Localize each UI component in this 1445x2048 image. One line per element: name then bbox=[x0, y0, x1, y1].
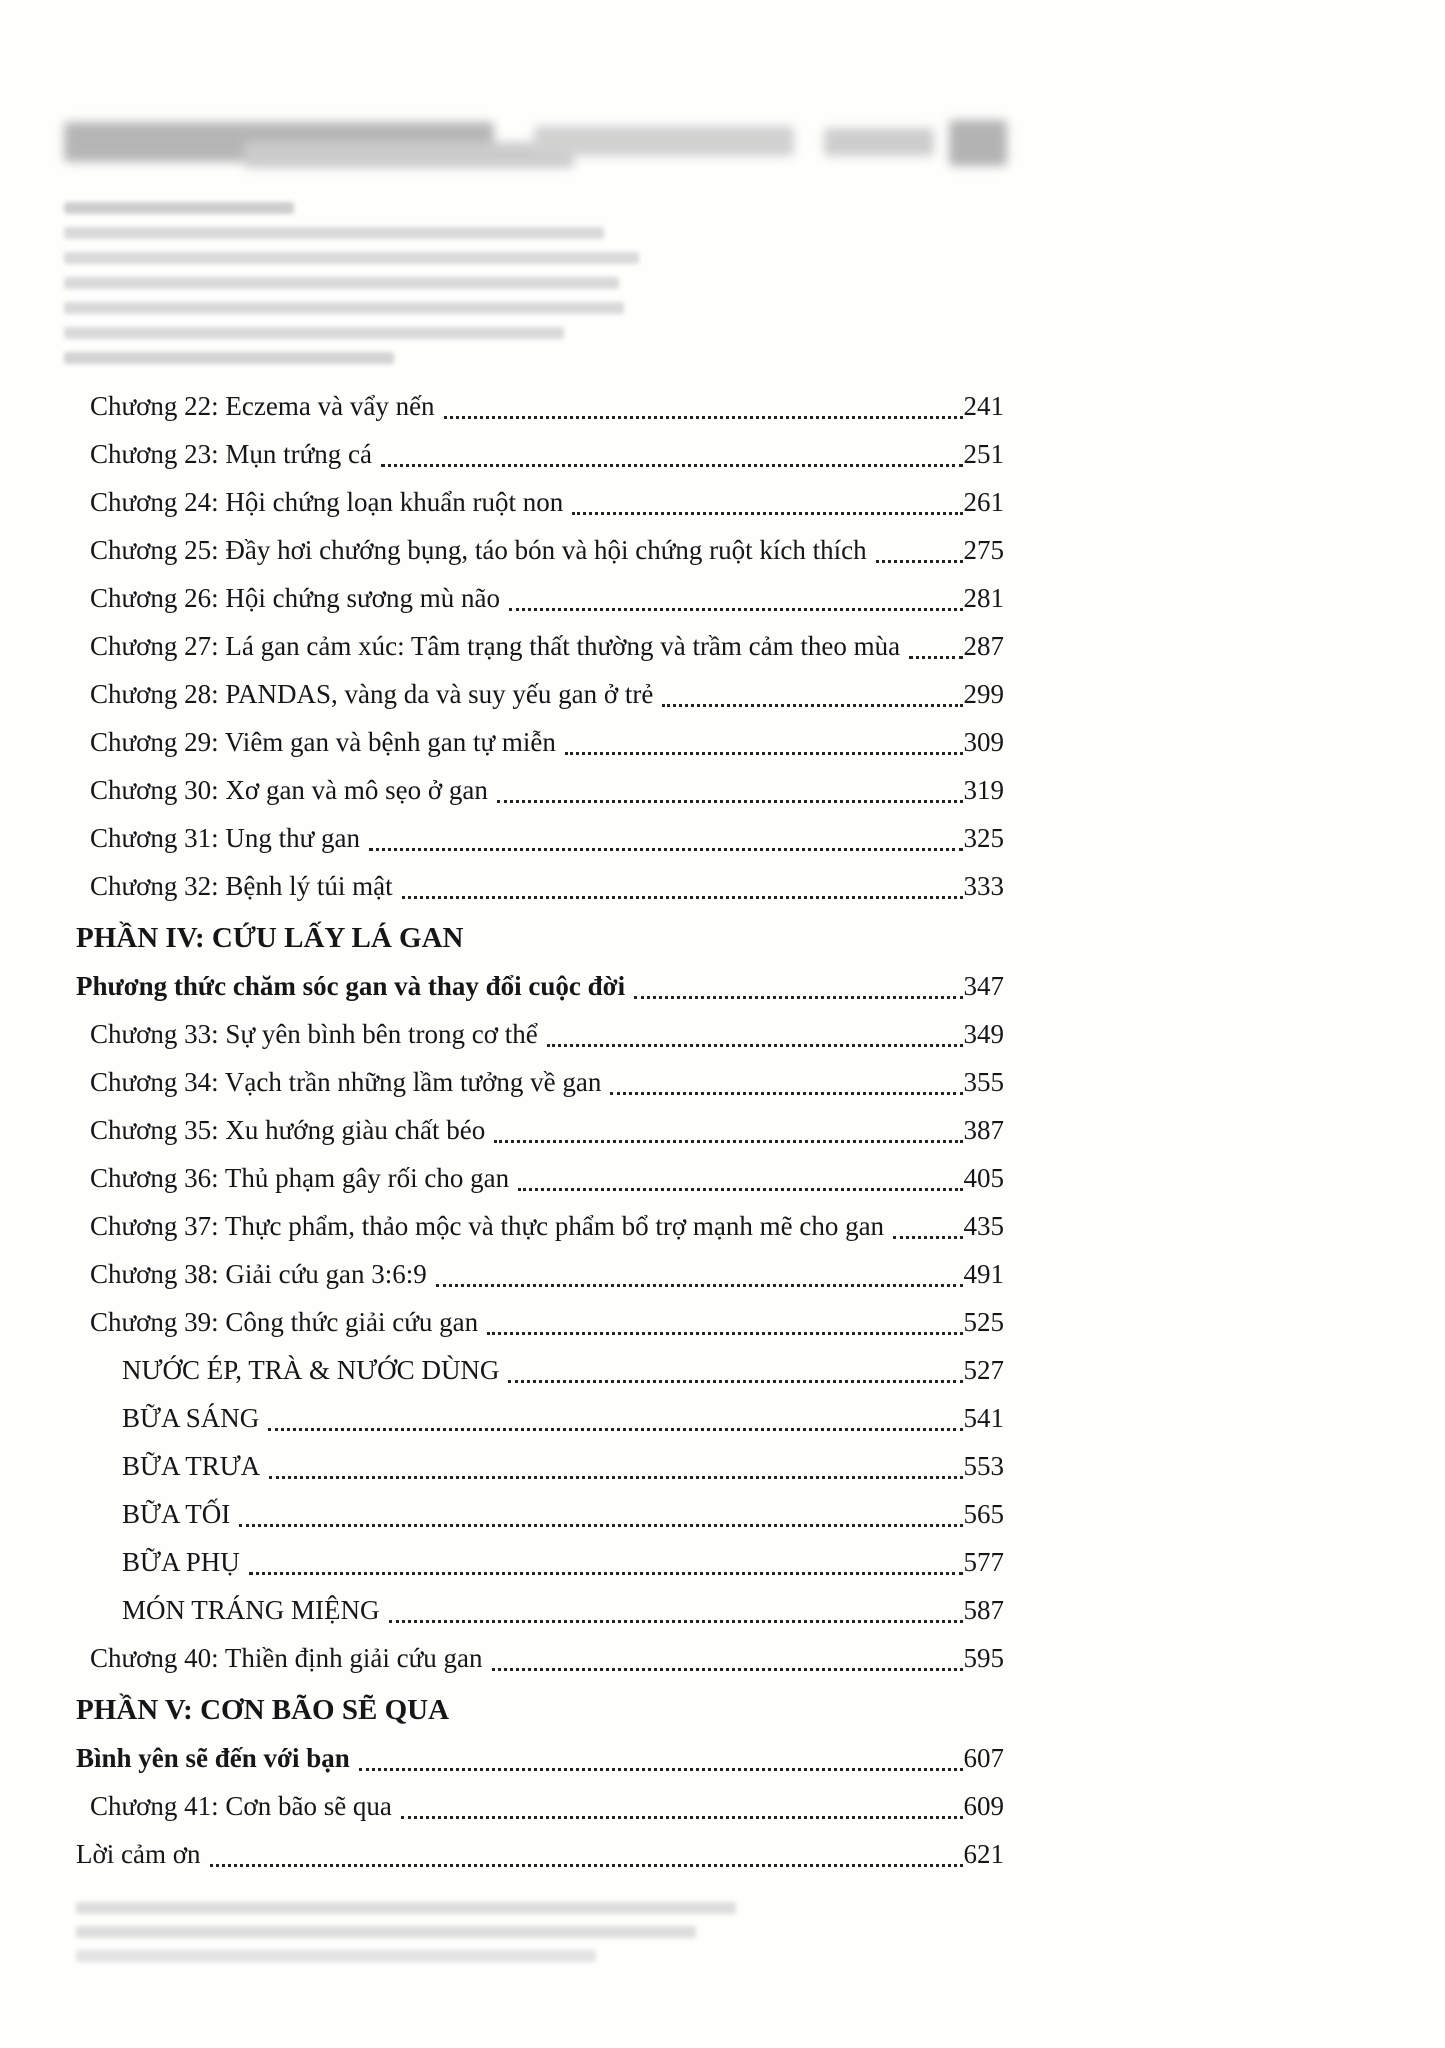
toc-entry-page-number: 525 bbox=[963, 1307, 1004, 1337]
bleedthrough-line bbox=[64, 352, 394, 364]
toc-entry bbox=[76, 1298, 1004, 1346]
toc-entry-label: Chương 29: Viêm gan và bệnh gan tự miễn bbox=[90, 727, 556, 757]
toc-entry-label: Chương 38: Giải cứu gan 3:6:9 bbox=[90, 1259, 427, 1289]
toc-entry bbox=[76, 1106, 1004, 1154]
toc-entry bbox=[76, 622, 1004, 670]
dot-leader bbox=[497, 800, 963, 803]
dot-leader bbox=[389, 1620, 963, 1623]
dot-leader bbox=[269, 1476, 962, 1479]
toc-entry-page-number: 275 bbox=[963, 535, 1004, 565]
bleedthrough-paragraph-bottom bbox=[76, 1902, 796, 1974]
toc-entry-label: Chương 41: Cơn bão sẽ qua bbox=[90, 1791, 392, 1821]
toc-entry-page-number: 527 bbox=[963, 1355, 1004, 1385]
toc-entry-page-number: 405 bbox=[963, 1163, 1004, 1193]
dot-leader bbox=[509, 608, 963, 611]
dot-leader bbox=[444, 416, 963, 419]
toc-entry-page-number: 261 bbox=[963, 487, 1004, 517]
toc-entry bbox=[76, 574, 1004, 622]
toc-entry-page-number: 609 bbox=[963, 1791, 1004, 1821]
dot-leader bbox=[210, 1864, 963, 1867]
toc-entry bbox=[76, 430, 1004, 478]
dot-leader bbox=[572, 512, 962, 515]
bleedthrough-blob bbox=[949, 120, 1007, 166]
toc-entry-label: Chương 25: Đầy hơi chướng bụng, táo bón và hội chứng ruột kích thích bbox=[90, 535, 867, 565]
dot-leader bbox=[565, 752, 963, 755]
toc-entry-label: BỮA PHỤ bbox=[122, 1547, 240, 1577]
toc-entry-page-number: 621 bbox=[963, 1839, 1004, 1869]
dot-leader bbox=[239, 1524, 962, 1527]
bleedthrough-line bbox=[64, 302, 624, 314]
toc-entry-page-number: 491 bbox=[963, 1259, 1004, 1289]
toc-entry-page-number: 319 bbox=[963, 775, 1004, 805]
bleedthrough-paragraph-top bbox=[64, 202, 684, 377]
toc-entry-label: Chương 33: Sự yên bình bên trong cơ thể bbox=[90, 1019, 538, 1049]
toc-entry-label: BỮA TRƯA bbox=[122, 1451, 261, 1481]
toc-entry-label: Lời cảm ơn bbox=[76, 1839, 201, 1869]
toc-entry bbox=[76, 526, 1004, 574]
toc-entry-page-number: 299 bbox=[963, 679, 1004, 709]
toc-entry-label: BỮA SÁNG bbox=[122, 1403, 260, 1433]
toc-entry bbox=[76, 962, 1004, 1010]
dot-leader bbox=[893, 1236, 962, 1239]
toc-entry-page-number: 251 bbox=[963, 439, 1004, 469]
toc-entry-label: Chương 30: Xơ gan và mô sẹo ở gan bbox=[90, 775, 488, 805]
dot-leader bbox=[909, 656, 962, 659]
toc-entry bbox=[76, 1782, 1004, 1830]
bleedthrough-line bbox=[64, 252, 639, 264]
toc-entry bbox=[76, 1538, 1004, 1586]
toc-entry-label: Chương 40: Thiền định giải cứu gan bbox=[90, 1643, 483, 1673]
toc-entry-label: NƯỚC ÉP, TRÀ & NƯỚC DÙNG bbox=[122, 1355, 500, 1385]
toc-entry-page-number: 241 bbox=[963, 391, 1004, 421]
toc-entry-page-number: 281 bbox=[963, 583, 1004, 613]
toc-entry bbox=[76, 1250, 1004, 1298]
bleedthrough-line bbox=[76, 1950, 596, 1962]
bleedthrough-line bbox=[76, 1902, 736, 1914]
bleedthrough-blob bbox=[824, 128, 934, 156]
toc-entry-page-number: 333 bbox=[963, 871, 1004, 901]
toc-entry-page-number: 349 bbox=[963, 1019, 1004, 1049]
dot-leader bbox=[508, 1380, 962, 1383]
toc-entry-label: Chương 37: Thực phẩm, thảo mộc và thực phẩm bổ trợ mạnh mẽ cho gan bbox=[90, 1211, 885, 1241]
toc-entry bbox=[76, 1346, 1004, 1394]
toc-entry-label: Chương 31: Ung thư gan bbox=[90, 823, 361, 853]
toc-entry-label: Bình yên sẽ đến với bạn bbox=[76, 1743, 350, 1773]
toc-entry-page-number: 565 bbox=[963, 1499, 1004, 1529]
toc-entry-label: Chương 39: Công thức giải cứu gan bbox=[90, 1307, 479, 1337]
bleedthrough-line bbox=[64, 277, 619, 289]
toc-entry-label: Chương 32: Bệnh lý túi mật bbox=[90, 871, 393, 901]
toc-entry-page-number: 435 bbox=[963, 1211, 1004, 1241]
toc-entry-label: Chương 36: Thủ phạm gây rối cho gan bbox=[90, 1163, 510, 1193]
toc-entry-label: Chương 23: Mụn trứng cá bbox=[90, 439, 373, 469]
toc-entry-label: Chương 28: PANDAS, vàng da và suy yếu gan ở trẻ bbox=[90, 679, 654, 709]
toc-entry-page-number: 347 bbox=[963, 971, 1004, 1001]
toc-entry bbox=[76, 1586, 1004, 1634]
toc-entry-page-number: 325 bbox=[963, 823, 1004, 853]
toc-entry bbox=[76, 1490, 1004, 1538]
bleedthrough-blob bbox=[244, 142, 574, 168]
bleedthrough-line bbox=[64, 227, 604, 239]
toc-entry bbox=[76, 670, 1004, 718]
bleedthrough-line bbox=[76, 1926, 696, 1938]
toc-entry bbox=[76, 718, 1004, 766]
dot-leader bbox=[662, 704, 962, 707]
toc-entry-label: Chương 27: Lá gan cảm xúc: Tâm trạng thất thường và trầm cảm theo mùa bbox=[90, 631, 901, 661]
toc-entry-label: PHẦN V: CƠN BÃO SẼ QUA bbox=[76, 1694, 450, 1726]
dot-leader bbox=[402, 896, 963, 899]
dot-leader bbox=[436, 1284, 963, 1287]
toc-entry-page-number: 577 bbox=[963, 1547, 1004, 1577]
toc-entry-page-number: 387 bbox=[963, 1115, 1004, 1145]
toc-entry-label: Chương 34: Vạch trần những lầm tưởng về gan bbox=[90, 1067, 602, 1097]
toc-entry-label: Chương 22: Eczema và vẩy nến bbox=[90, 391, 435, 421]
toc-entry-page-number: 607 bbox=[963, 1743, 1004, 1773]
dot-leader bbox=[492, 1668, 963, 1671]
dot-leader bbox=[369, 848, 962, 851]
dot-leader bbox=[381, 464, 962, 467]
toc-entry-page-number: 309 bbox=[963, 727, 1004, 757]
toc-entry-label: Phương thức chăm sóc gan và thay đổi cuộc đời bbox=[76, 971, 626, 1001]
toc-entry-label: MÓN TRÁNG MIỆNG bbox=[122, 1595, 380, 1625]
toc-entry bbox=[76, 1734, 1004, 1782]
dot-leader bbox=[547, 1044, 963, 1047]
toc-entry-page-number: 541 bbox=[963, 1403, 1004, 1433]
dot-leader bbox=[494, 1140, 962, 1143]
dot-leader bbox=[610, 1092, 962, 1095]
bleedthrough-line bbox=[64, 202, 294, 214]
toc-entry bbox=[76, 382, 1004, 430]
table-of-contents bbox=[76, 382, 1004, 1878]
toc-entry-page-number: 287 bbox=[963, 631, 1004, 661]
dot-leader bbox=[249, 1572, 963, 1575]
toc-entry bbox=[76, 766, 1004, 814]
dot-leader bbox=[268, 1428, 962, 1431]
dot-leader bbox=[518, 1188, 962, 1191]
toc-entry-page-number: 553 bbox=[963, 1451, 1004, 1481]
toc-entry-label: Chương 35: Xu hướng giàu chất béo bbox=[90, 1115, 486, 1145]
toc-entry-label: Chương 24: Hội chứng loạn khuẩn ruột non bbox=[90, 487, 564, 517]
toc-entry-page-number: 587 bbox=[963, 1595, 1004, 1625]
bleedthrough-title-banner bbox=[64, 116, 1009, 174]
toc-entry bbox=[76, 1010, 1004, 1058]
dot-leader bbox=[634, 996, 962, 999]
toc-entry-label: BỮA TỐI bbox=[122, 1499, 231, 1529]
dot-leader bbox=[876, 560, 963, 563]
toc-entry bbox=[76, 1058, 1004, 1106]
toc-entry bbox=[76, 1442, 1004, 1490]
toc-entry-page-number: 355 bbox=[963, 1067, 1004, 1097]
toc-entry-label: PHẦN IV: CỨU LẤY LÁ GAN bbox=[76, 922, 464, 954]
toc-entry bbox=[76, 478, 1004, 526]
toc-section-heading bbox=[76, 1686, 1004, 1734]
toc-entry bbox=[76, 862, 1004, 910]
bleedthrough-blob bbox=[534, 126, 794, 156]
toc-entry bbox=[76, 1154, 1004, 1202]
toc-entry bbox=[76, 814, 1004, 862]
toc-entry bbox=[76, 1202, 1004, 1250]
toc-entry-page-number: 595 bbox=[963, 1643, 1004, 1673]
toc-entry-label: Chương 26: Hội chứng sương mù não bbox=[90, 583, 500, 613]
bleedthrough-line bbox=[64, 327, 564, 339]
toc-entry bbox=[76, 1394, 1004, 1442]
dot-leader bbox=[359, 1768, 963, 1771]
toc-entry bbox=[76, 1634, 1004, 1682]
dot-leader bbox=[401, 1816, 963, 1819]
toc-entry bbox=[76, 1830, 1004, 1878]
toc-section-heading bbox=[76, 914, 1004, 962]
dot-leader bbox=[487, 1332, 962, 1335]
